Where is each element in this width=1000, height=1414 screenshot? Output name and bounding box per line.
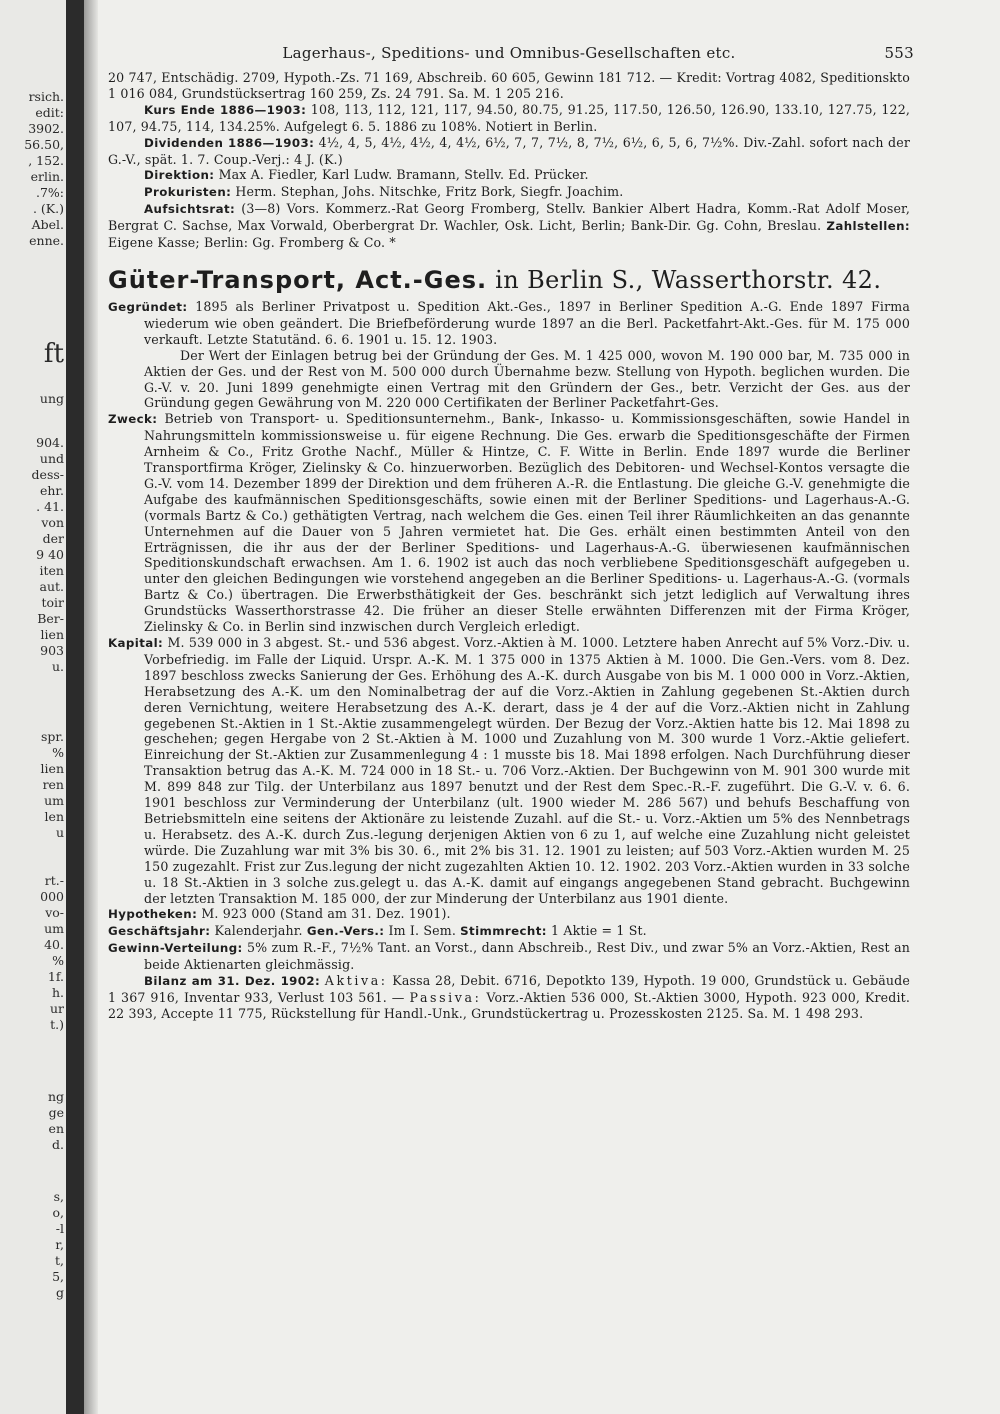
- company-heading: [108, 265, 910, 295]
- running-head: [108, 44, 914, 70]
- margin-fragment: iten: [39, 563, 64, 578]
- margin-fragment: dess-: [31, 467, 64, 482]
- prev-entry-aufsichtsrat: [108, 201, 910, 251]
- adjacent-page-margin: [0, 0, 66, 1414]
- prokuristen-label: Prokuristen:: [144, 185, 232, 200]
- section-einlagen: [108, 348, 910, 412]
- prokuristen-text: Herm. Stephan, Johs. Nitschke, Fritz Bork, Siegfr. Joachim.: [235, 184, 624, 200]
- margin-fragment: r,: [55, 1237, 64, 1252]
- margin-fragment: 5,: [52, 1269, 64, 1284]
- running-head-title: Lagerhaus-, Speditions- und Omnibus-Gesellschaften etc.: [282, 44, 736, 62]
- passiva-label: Passiva:: [409, 989, 482, 1005]
- margin-fragment: rt.-: [44, 873, 64, 888]
- zweck-text: Betrieb von Transport- u. Speditionsunternehm., Bank-, Inkasso- u. Kommissionsgeschäften, sowie Handel in Nahrungsmitteln kommissionsweise u. für eigene Rechnung. Die Ges. erwarb die Speditionsgeschäfte der Firmen Arnheim & Co., Fritz Grothe Nachf., Müller & Hintze, C. F. Witte in Berlin. Ende 1897 wurde die Berliner Transportfirma Kröger, Zielinsky & Co. hinzuerworben. Bezüglich des Debitoren- und Wechsel-Kontos versagte die G.-V. vom 14. Dezember 1899 der Direktion und dem früheren A.-R. die Entlastung. Die gleiche G.-V. genehmigte die Aufgabe des kaufmännischen Speditionsgeschäfts, sowie einen mit der Berliner Speditions- und Lagerhaus-A.-G. (vormals Bartz & Co.) gethätigten Vertrag, nach welchem die Ges. einen Teil ihrer Räumlichkeiten an das genannte Unternehmen auf die Dauer von 5 Jahren vermietet hat. Die Ges. erhält einen bestimmten Anteil von den Erträgnissen, die ihr aus der der Berliner Speditions- und Lagerhaus-A.-G. überwiesenen kaufmännischen Speditionskundschaft erwachsen. Am 1. 6. 1902 ist auch das noch verbliebene Speditionsgeschäft aufgegeben u. unter den gleichen Bedingungen wie vorstehend angegeben an die Berliner Speditions- u. Lagerhaus-A.-G. (vormals Bartz & Co.) übertragen. Die Erwerbsthätigkeit der Ges. beschränkt sich jetzt lediglich auf Verwaltung ihres Grundstücks Wasserthorstrasse 42. Die früher an dieser Stelle erwähnten Differenzen mit der Firma Kröger, Zielinsky & Co. in Berlin sind inzwischen durch Vergleich erledigt.: [144, 411, 910, 635]
- kapital-text: M. 539 000 in 3 abgest. St.- und 536 abgest. Vorz.-Aktien à M. 1000. Letztere haben Anrecht auf 5% Vorz.-Div. u. Vorbefriedig. im Falle der Liquid. Urspr. A.-K. M. 1 375 000 in 1375 Aktien à M. 1000. Die Gen.-Vers. vom 8. Dez. 1897 beschloss zwecks Sanierung der Ges. Erhöhung des A.-K. durch Ausgabe von bis M. 1 000 000 in Vorz.-Aktien, Herabsetzung des A.-K. um den Nominalbetrag der auf die Vorz.-Aktien in Zahlung gegebenen St.-Aktien durch deren Vernichtung, weitere Herabsetzung des A.-K. derart, dass je 4 der auf die Vorz.-Aktien nicht in Zahlung gegebenen St.-Aktien in 1 St.-Aktie zusammengelegt würden. Der Bezug der Vorz.-Aktien hatte bis 12. Mai 1898 zu geschehen; gegen Hergabe von 2 St.-Aktien à M. 1000 und Zuzahlung von M. 300 wurde 1 Vorz.-Aktie geliefert. Einreichung der St.-Aktien zur Zusammenlegung 4 : 1 musste bis 18. Mai 1898 erfolgen. Nach Durchführung dieser Transaktion betrug das A.-K. M. 724 000 in 18 St.- u. 706 Vorz.-Aktien. Der Buchgewinn von M. 901 300 wurde mit M. 899 848 zur Tilg. der Unterbilanz aus 1897 benutzt und der Rest dem Spec.-R.-F. zugeführt. Die G.-V. v. 6. 6. 1901 beschloss zur Verminderung der Unterbilanz (ult. 1900 wieder M. 286 567) und behufs Beschaffung von Betriebsmitteln eine seitens der Aktionäre zu leistende Zuzahl. auf die St.- u. Vorz.-Aktien um 5% des Nennbetrags u. Herabsetz. des A.-K. durch Zus.-legung derjenigen Aktien von 6 zu 1, auf welche eine Zuzahlung nicht geleistet würde. Die Zuzahlung war mit 3% bis 30. 6., mit 2% bis 31. 12. 1901 zu leisten; auf 503 Vorz.-Aktien wurden M. 25 150 zugezahlt. Frist zur Zus.legung der nicht zugezahlten Aktien 10. 12. 1902. 203 Vorz.-Aktien wurden in 33 solche u. 18 St.-Aktien in 3 solche zus.gelegt u. das A.-K. damit auf eingangs angegebenen Stand gebracht. Buchgewinn der letzten Transaktion M. 185 000, der zur Minderung der Unterbilanz aus 1901 diente.: [144, 635, 910, 906]
- margin-fragment: lien: [40, 627, 64, 642]
- margin-fragment: ehr.: [39, 483, 64, 498]
- section-hypotheken: [108, 906, 910, 923]
- prev-entry-dividenden: [108, 135, 910, 168]
- margin-fragment: %: [52, 953, 64, 968]
- margin-fragment: lien: [40, 761, 64, 776]
- margin-fragment: d.: [52, 1137, 64, 1152]
- page-number: 553: [884, 44, 914, 62]
- margin-fragment: von: [41, 515, 64, 530]
- aktiva-label: Aktiva:: [324, 973, 388, 989]
- kurs-text: 108, 113, 112, 121, 117, 94.50, 80.75, 91.25, 117.50, 126.50, 126.90, 133.10, 127.75, 122, 107, 94.75, 114, 134.25%. Aufgelegt 6. 5. 1886 zu 108%. Notiert in Berlin.: [108, 101, 911, 134]
- gutter-shadow: [84, 0, 98, 1414]
- margin-fragment: enne.: [29, 233, 64, 248]
- prev-entry-direktion: [108, 167, 910, 184]
- margin-fragment: und: [39, 451, 64, 466]
- gegruendet-label: Gegründet:: [108, 299, 188, 314]
- zahlstellen-label: Zahlstellen:: [826, 219, 911, 234]
- margin-fragment: erlin.: [30, 169, 64, 184]
- geschaeftsjahr-text: Kalenderjahr.: [214, 923, 303, 939]
- geschaeftsjahr-label: Geschäftsjahr:: [108, 924, 211, 939]
- direktion-label: Direktion:: [144, 168, 215, 183]
- margin-fragment: t,: [55, 1253, 64, 1268]
- prev-entry-prokuristen: [108, 184, 910, 201]
- kurs-label: Kurs Ende 1886—1903:: [144, 102, 307, 117]
- section-bilanz: [108, 973, 910, 1022]
- margin-fragment: h.: [51, 985, 64, 1000]
- margin-fragment: ft: [43, 339, 64, 369]
- company-name: Güter-Transport, Act.-Ges.: [108, 265, 488, 294]
- margin-fragment: der: [42, 531, 64, 546]
- margin-fragment: len: [44, 809, 64, 824]
- margin-fragment: 000: [40, 889, 64, 904]
- margin-fragment: ng: [47, 1089, 64, 1104]
- margin-fragment: spr.: [41, 729, 64, 744]
- margin-fragment: vo-: [45, 905, 64, 920]
- prev-entry-kurs: [108, 102, 910, 135]
- book-gutter: [66, 0, 84, 1414]
- text-column: [108, 44, 914, 1022]
- margin-fragment: 903: [40, 643, 64, 658]
- zahlstellen-text: Eigene Kasse; Berlin: Gg. Fromberg & Co. *: [108, 235, 396, 251]
- kapital-label: Kapital:: [108, 636, 164, 650]
- margin-fragment: um: [44, 921, 64, 936]
- margin-fragment: u.: [51, 659, 64, 674]
- gen-vers-text: Im I. Sem.: [388, 923, 456, 939]
- margin-fragment: -l: [55, 1221, 64, 1236]
- stimmrecht-text: 1 Aktie = 1 St.: [551, 923, 647, 939]
- margin-fragment: rsich.: [28, 89, 64, 104]
- hypotheken-label: Hypotheken:: [108, 907, 198, 922]
- einlagen-text: Der Wert der Einlagen betrug bei der Gründung der Ges. M. 1 425 000, wovon M. 190 000 bar, M. 735 000 in Aktien der Ges. und der Rest von M. 500 000 durch Übernahme bezw. Stellung von Hypoth. beglichen wurden. Die G.-V. v. 20. Juni 1899 genehmigte einen Vertrag mit den Gründern der Ges., betr. Verzicht der Ges. aus der Gründung gegen Gewährung von M. 220 000 Certifikaten der Berliner Packetfahrt-Ges.: [144, 347, 910, 411]
- margin-fragment: edit:: [35, 105, 64, 120]
- section-kapital: [108, 635, 910, 906]
- margin-fragment: o,: [52, 1205, 64, 1220]
- margin-fragment: . (K.): [32, 201, 64, 216]
- section-gewinn-verteilung: [108, 940, 910, 973]
- margin-fragment: s,: [53, 1189, 64, 1204]
- margin-fragment: ge: [48, 1105, 64, 1120]
- margin-fragment: 1f.: [47, 969, 64, 984]
- aktiva-text: Kassa 28, Debit. 6716, Depotkto 139, Hypoth. 19 000, Grundstück u. Gebäude 1 367 916, Inventar 933, Verlust 103 561. —: [108, 973, 910, 1005]
- company-location: in Berlin S., Wasserthorstr. 42.: [495, 265, 882, 294]
- margin-fragment: 3902.: [28, 121, 64, 136]
- section-zweck: [108, 411, 910, 635]
- section-geschaeftsjahr: [108, 923, 910, 940]
- direktion-text: Max A. Fiedler, Karl Ludw. Bramann, Stellv. Ed. Prücker.: [218, 167, 589, 183]
- stimmrecht-label: Stimmrecht:: [460, 924, 547, 939]
- gegruendet-text: 1895 als Berliner Privatpost u. Spedition Akt.-Ges., 1897 in Berliner Spedition A.-G. Ende 1897 Firma wiederum wie oben geändert. Die Briefbeförderung wurde 1897 an die Berl. Packetfahrt-Akt.-Ges. für M. 175 000 verkauft. Letzte Statutänd. 6. 6. 1901 u. 15. 12. 1903.: [144, 298, 910, 347]
- margin-fragment: ur: [49, 1001, 64, 1016]
- zweck-label: Zweck:: [108, 412, 158, 427]
- gewinn-verteilung-text: 5% zum R.-F., 7½% Tant. an Vorst., dann Abschreib., Rest Div., und zwar 5% an Vorz.-Aktien, Rest an beide Aktienarten gleichmässig.: [144, 940, 910, 973]
- prev-entry-accounts: 20 747, Entschädig. 2709, Hypoth.-Zs. 71 169, Abschreib. 60 605, Gewinn 181 712. — Kredit: Vortrag 4082, Speditionskto 1 016 084, Grundstücksertrag 160 259, Zs. 24 791. Sa. M. 1 205 216.: [108, 70, 910, 101]
- margin-fragment: toir: [41, 595, 64, 610]
- margin-fragment: u: [55, 825, 64, 840]
- margin-fragment: , 152.: [28, 153, 64, 168]
- previous-entry-continuation: [108, 70, 910, 251]
- dividenden-label: Dividenden 1886—1903:: [144, 135, 315, 150]
- dividenden-text: 4½, 4, 5, 4½, 4½, 4, 4½, 6½, 7, 7, 7½, 8, 7½, 6½, 6, 5, 6, 7½%. Div.-Zahl. sofort nach der G.-V., spät. 1. 7. Coup.-Verj.: 4 J. (K.): [108, 134, 910, 167]
- passiva-text: Vorz.-Aktien 536 000, St.-Aktien 3000, Hypoth. 923 000, Kredit. 22 393, Accepte 11 775, Rückstellung für Handl.-Unk., Grundstückertrag u. Prozesskosten 2125. Sa. M. 1 498 293.: [108, 989, 910, 1021]
- aufsichtsrat-label: Aufsichtsrat:: [144, 202, 236, 217]
- margin-fragment: 904.: [36, 435, 64, 450]
- hypotheken-text: M. 923 000 (Stand am 31. Dez. 1901).: [201, 906, 451, 922]
- margin-fragment: 56.50,: [24, 137, 64, 152]
- margin-fragment: . 41.: [36, 499, 64, 514]
- aufsichtsrat-text: (3—8) Vors. Kommerz.-Rat Georg Fromberg, Stellv. Bankier Albert Hadra, Komm.-Rat Adolf Moser, Bergrat C. Sachse, Max Vorwald, Oberbergrat Dr. Wachler, Osk. Licht, Berlin; Bank-Dir. Gg. Cohn, Breslau.: [108, 201, 910, 234]
- margin-fragment: um: [44, 793, 64, 808]
- margin-fragment: g: [55, 1285, 64, 1300]
- margin-fragment: Ber-: [37, 611, 64, 626]
- section-gegruendet: [108, 299, 910, 348]
- margin-fragment: %: [52, 745, 64, 760]
- bilanz-label: Bilanz am 31. Dez. 1902:: [144, 974, 321, 989]
- margin-fragment: 40.: [44, 937, 64, 952]
- margin-fragment: .7%:: [35, 185, 64, 200]
- margin-fragment: 9 40: [36, 547, 64, 562]
- margin-fragment: en: [48, 1121, 64, 1136]
- document-page: [98, 0, 1000, 1414]
- gewinn-verteilung-label: Gewinn-Verteilung:: [108, 941, 243, 956]
- margin-fragment: Abel.: [31, 217, 64, 232]
- margin-fragment: ren: [42, 777, 64, 792]
- gen-vers-label: Gen.-Vers.:: [306, 924, 385, 939]
- margin-fragment: ung: [39, 391, 64, 406]
- margin-fragment: t.): [50, 1017, 64, 1032]
- margin-fragment: aut.: [39, 579, 64, 594]
